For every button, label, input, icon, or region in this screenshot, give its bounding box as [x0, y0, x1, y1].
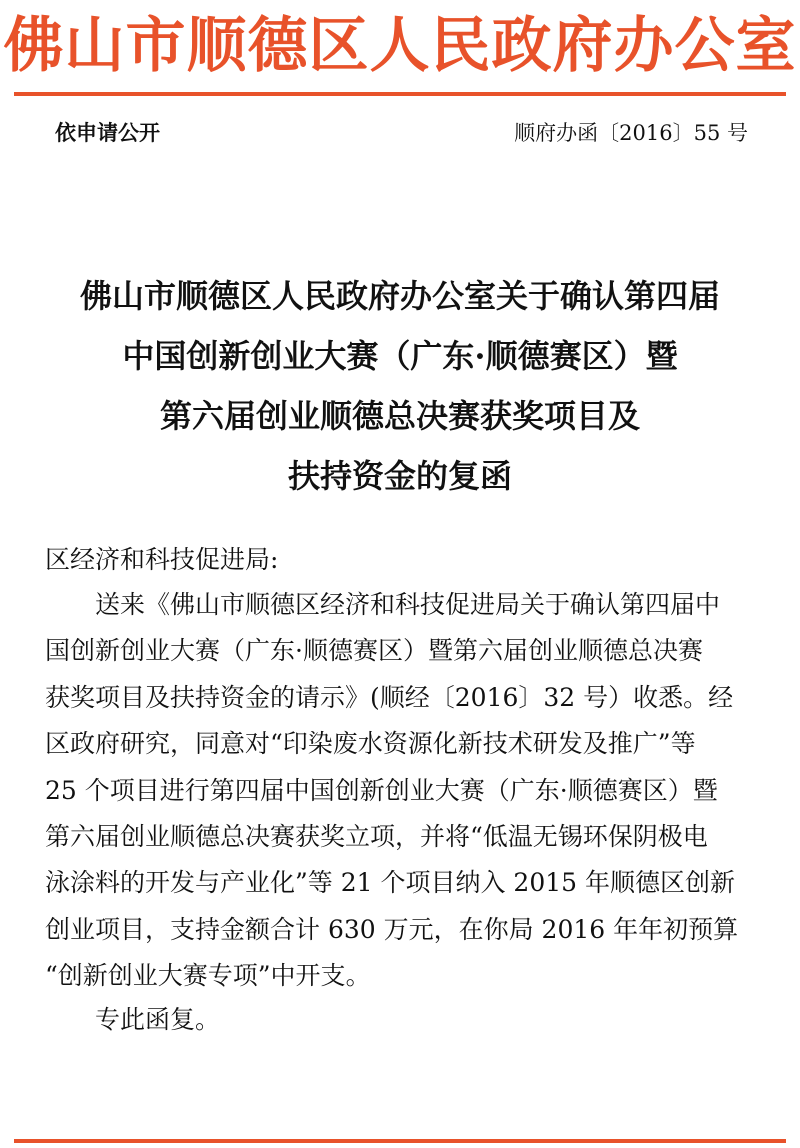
body-line: 25 个项目进行第四届中国创新创业大赛（广东·顺德赛区）暨	[45, 775, 718, 805]
body-line: 创业项目，支持金额合计 630 万元，在你局 2016 年年初预算	[45, 914, 739, 944]
body-line: 第六届创业顺德总决赛获奖立项，并将“低温无锡环保阴极电	[45, 822, 708, 852]
document-title	[0, 266, 800, 506]
body-line: 泳涂料的开发与产业化”等 21 个项目纳入 2015 年顺德区创新	[45, 868, 736, 898]
document-number: 顺府办函〔2016〕55 号	[514, 121, 748, 145]
publicity-label: 依申请公开	[55, 121, 160, 145]
footer-red-rule	[14, 1139, 786, 1143]
body-line: 送来《佛山市顺德区经济和科技促进局关于确认第四届中	[95, 590, 721, 619]
closing-remark: 专此函复。	[95, 1005, 221, 1034]
title-line: 中国创新创业大赛（广东·顺德赛区）暨	[122, 337, 678, 375]
masthead-red-rule	[14, 92, 786, 96]
body-line: “创新创业大赛专项”中开支。	[45, 961, 371, 991]
title-line: 扶持资金的复函	[287, 457, 512, 495]
title-line: 第六届创业顺德总决赛获奖项目及	[159, 397, 640, 435]
issuer-masthead: 佛山市顺德区人民政府办公室	[3, 11, 797, 81]
addressee: 区经济和科技促进局:	[45, 545, 279, 574]
title-line: 佛山市顺德区人民政府办公室关于确认第四届	[79, 277, 720, 315]
body-line: 获奖项目及扶持资金的请示》(顺经〔2016〕32 号）收悉。经	[45, 682, 734, 712]
body-line: 国创新创业大赛（广东·顺德赛区）暨第六届创业顺德总决赛	[45, 636, 703, 666]
letter-body	[45, 582, 757, 1000]
body-line: 区政府研究，同意对“印染废水资源化新技术研发及推广”等	[45, 729, 696, 759]
